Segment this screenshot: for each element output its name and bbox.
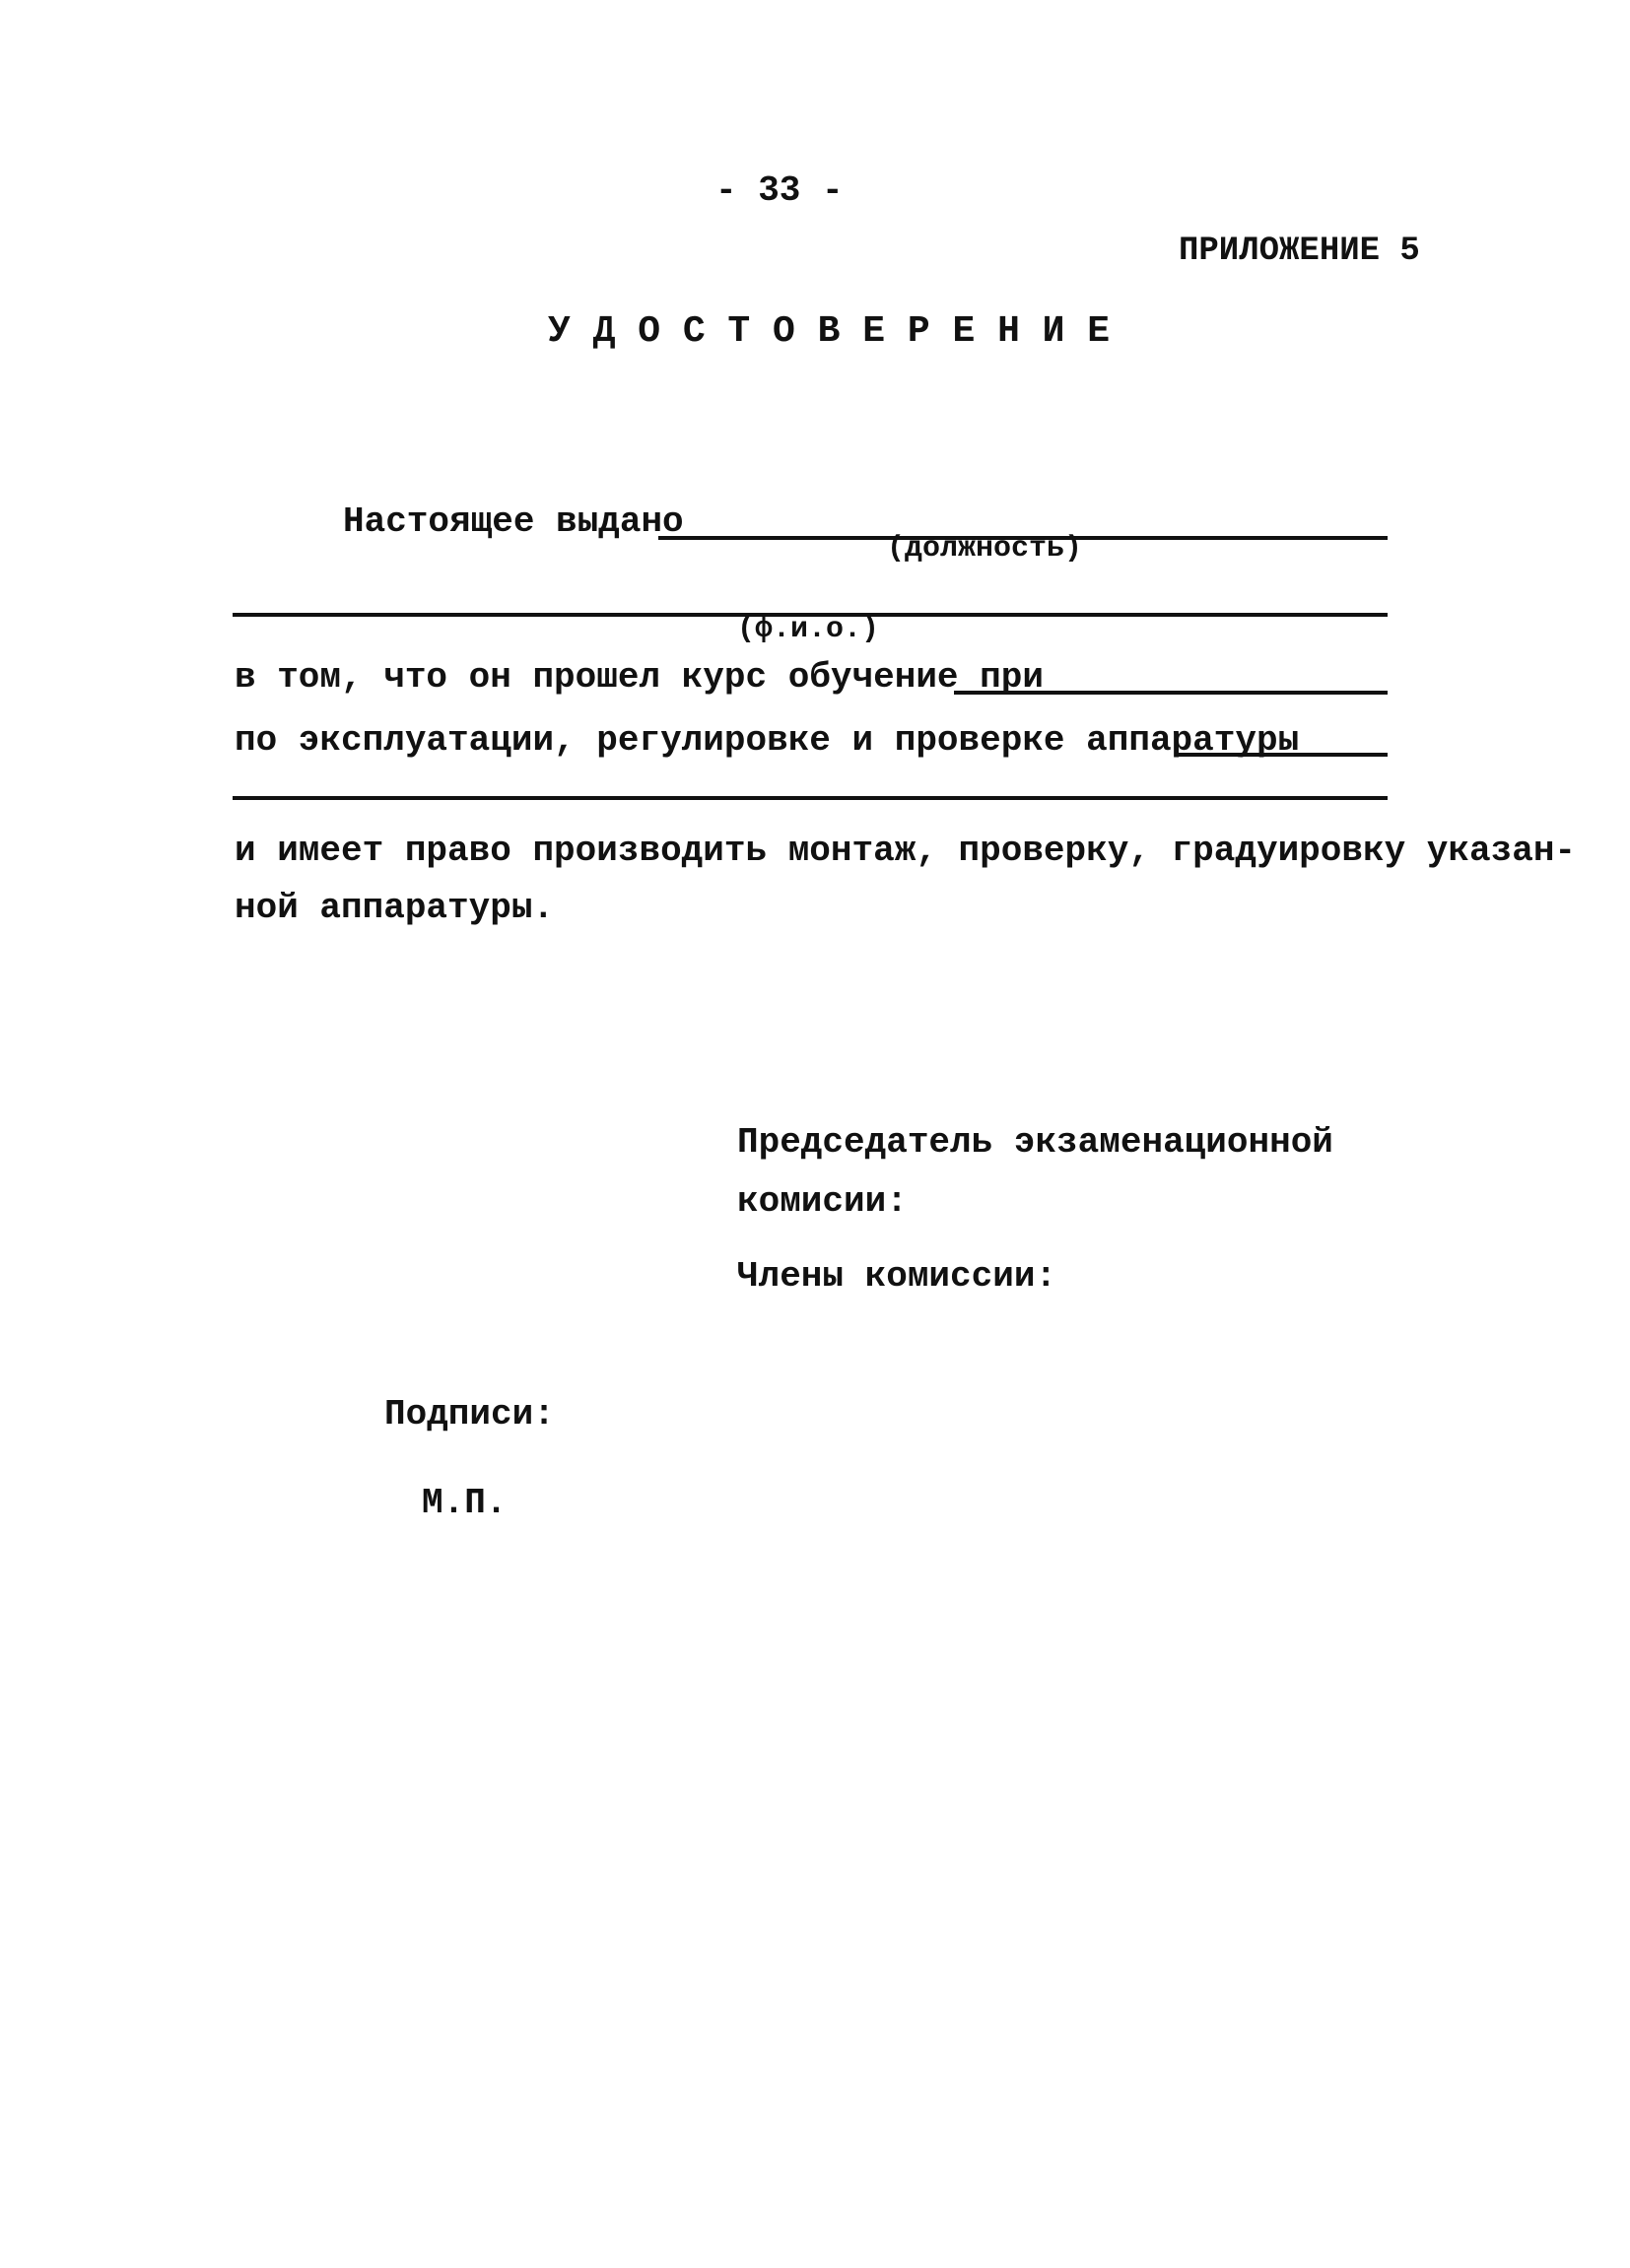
extra-field-line[interactable] bbox=[233, 796, 1388, 800]
page-number: - 33 - bbox=[715, 170, 844, 211]
position-hint: (должность) bbox=[887, 532, 1083, 566]
institution-field-line[interactable] bbox=[954, 691, 1388, 695]
seal-label: М.П. bbox=[422, 1483, 508, 1523]
course-text: в том, что он прошел курс обучение при bbox=[235, 657, 1044, 698]
issued-to-label: Настоящее выдано bbox=[343, 501, 684, 542]
operation-text: по эксплуатации, регулировке и проверке аппаратуры bbox=[235, 720, 1300, 761]
rights-text-line-1: и имеет право производить монтаж, проверку, градуировку указан- bbox=[235, 831, 1577, 871]
equipment-field-line[interactable] bbox=[1177, 753, 1388, 757]
chairman-label-line-2: комисии: bbox=[737, 1181, 908, 1222]
rights-text-line-2: ной аппаратуры. bbox=[235, 888, 555, 928]
document-title: У Д О С Т О В Е Р Е Н И Е bbox=[548, 310, 1111, 353]
signatures-label: Подписи: bbox=[384, 1394, 555, 1434]
name-hint: (ф.и.о.) bbox=[737, 613, 880, 646]
chairman-label-line-1: Председатель экзаменационной bbox=[737, 1122, 1333, 1163]
members-label: Члены комиссии: bbox=[737, 1256, 1057, 1297]
appendix-label: ПРИЛОЖЕНИЕ 5 bbox=[1179, 233, 1420, 270]
